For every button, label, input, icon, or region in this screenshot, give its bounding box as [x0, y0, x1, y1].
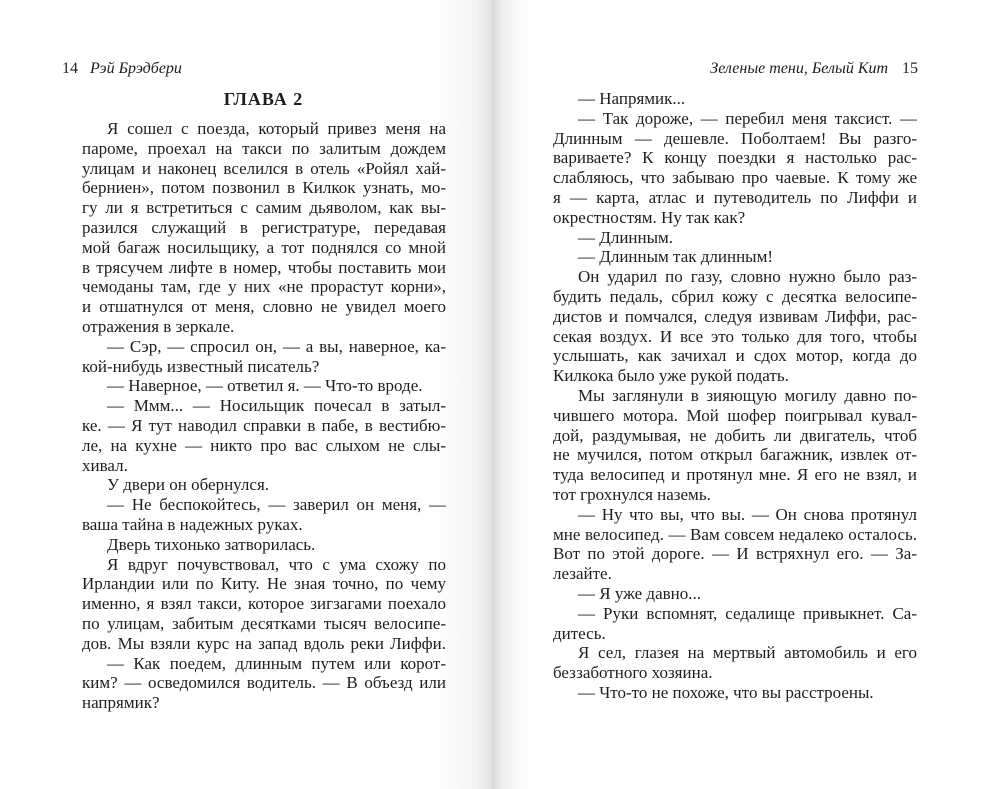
- text-line: Мы заглянули в зияющую могилу давно по-: [578, 385, 917, 405]
- text-line: улицам и наконец вселился в отель «Ройял хай-: [82, 158, 446, 178]
- text-line: Дверь тихонько затворилась.: [107, 534, 316, 554]
- text-line: Он ударил по газу, словно нужно было раз-: [578, 267, 917, 287]
- text-line: гу ли я встретиться с самим дьяволом, как вы-: [82, 198, 446, 218]
- chapter-title: ГЛАВА 2: [223, 89, 304, 109]
- text-line: ваша тайна в надежных руках.: [82, 514, 303, 534]
- text-line: берниен», потом позвонил в Килкок узнать, мо-: [82, 178, 446, 198]
- text-line: вариваете? К концу поездки я настолько рас-: [553, 148, 917, 168]
- text-line: будить педаль, сбрил кожу с десятка велосипе-: [553, 286, 917, 306]
- text-line: туда велосипед и протянул мне. Я его не взял, и: [553, 465, 917, 485]
- text-line: — Напрямик...: [578, 89, 686, 108]
- text-line: дитесь.: [553, 623, 606, 643]
- text-line: лезайте.: [553, 564, 612, 584]
- text-line: У двери он обернулся.: [107, 475, 270, 495]
- page-number: 15: [902, 60, 918, 77]
- text-line: я — карта, атлас и путеводитель по Лиффи и: [553, 187, 917, 207]
- text-line: — Ммм... — Носильщик почесал в затыл-: [107, 396, 446, 416]
- running-title: Рэй Брэдбери: [90, 60, 182, 77]
- text-line: мой багаж носильщику, а тот поднялся со мной: [82, 237, 446, 257]
- text-line: Вот по этой дороге. — И встряхнул его. — За-: [553, 544, 917, 564]
- page-number: 14: [62, 60, 78, 77]
- running-head-left: [62, 60, 182, 78]
- text-line: не мучился, потом открыл багажник, извлек от-: [553, 445, 917, 465]
- text-line: услышать, как зачихал и сдох мотор, когда до: [553, 346, 917, 366]
- text-line: Я сошел с поезда, который привез меня на: [107, 119, 446, 138]
- text-line: разился служащий в регистратуре, передавая: [82, 217, 446, 237]
- text-line: мне велосипед. — Вам совсем недалеко осталось.: [553, 524, 917, 544]
- running-head-right: [710, 60, 918, 78]
- text-line: — Что-то не похоже, что вы расстроены.: [578, 682, 874, 702]
- text-line: — Я уже давно...: [578, 583, 702, 603]
- text-line: — Руки вспомнят, седалище привыкнет. Са-: [578, 603, 917, 623]
- text-line: Я сел, глазея на мертвый автомобиль и его: [578, 643, 917, 663]
- text-line: Я вдруг почувствовал, что с ума схожу по: [107, 554, 446, 574]
- text-line: — Так дороже, — перебил меня таксист. —: [578, 108, 917, 128]
- text-line: дов. Мы взяли курс на запад вдоль реки Лиффи.: [82, 633, 446, 653]
- left-page: [0, 0, 492, 789]
- text-line: — Длинным.: [578, 227, 674, 247]
- text-line: дой, раздумывая, не добить ли двигатель, чтоб: [553, 425, 917, 445]
- text-line: в трясучем лифте в номер, чтобы поставить мои: [82, 257, 446, 277]
- text-line: тот грохнулся наземь.: [553, 484, 711, 504]
- text-line: ле, на кухне — никто про вас слыхом не слы-: [82, 435, 446, 455]
- text-line: — Длинным так длинным!: [578, 247, 774, 267]
- text-line: чемоданы там, где у них «не прорастут корни»,: [82, 277, 446, 297]
- text-line: окрестностям. Ну так как?: [553, 207, 746, 227]
- running-title: Зеленые тени, Белый Кит: [710, 60, 888, 77]
- text-line: — Наверное, — ответил я. — Что-то вроде.: [107, 376, 423, 396]
- text-line: Килкока было уже рукой подать.: [553, 366, 789, 386]
- text-line: именно, я взял такси, которое зигзагами поехало: [82, 594, 446, 614]
- text-line: хивал.: [82, 455, 128, 475]
- text-line: — Не беспокойтесь, — заверил он меня, —: [107, 495, 446, 515]
- text-line: по улицам, забитым десятками тысяч велосипе-: [82, 613, 446, 633]
- page-body-text: [82, 119, 446, 713]
- text-line: кой-нибудь известный писатель?: [82, 356, 320, 376]
- page-body-text: [553, 89, 917, 703]
- text-line: отражения в зеркале.: [82, 316, 235, 336]
- text-line: — Как поедем, длинным путем или корот-: [107, 653, 446, 673]
- text-line: пароме, проехал на такси по залитым дождем: [82, 138, 446, 158]
- text-line: — Ну что вы, что вы. — Он снова протянул: [578, 504, 917, 524]
- text-line: ке. — Я тут наводил справки в пабе, в вестибю-: [82, 415, 446, 435]
- text-line: и отшатнулся от меня, словно не увидел моего: [82, 297, 446, 317]
- text-line: чившего мотора. Мой шофер поигрывал кувал-: [553, 405, 917, 425]
- text-line: беззаботного хозяина.: [553, 663, 713, 683]
- text-line: дистов и помчался, следуя извивам Лиффи, рас-: [553, 306, 917, 326]
- text-line: Ирландии или по Киту. Не зная точно, по чему: [82, 574, 446, 594]
- text-line: напрямик?: [82, 693, 160, 713]
- text-line: слабляюсь, что забываю про чаевые. К тому же: [553, 168, 917, 188]
- right-page: [492, 0, 1000, 789]
- text-line: ким? — осведомился водитель. — В объезд или: [82, 673, 446, 693]
- text-line: секая воздух. И все это только для того, чтобы: [553, 326, 917, 346]
- text-line: Длинным — дешевле. Поболтаем! Вы разго-: [553, 128, 917, 148]
- text-line: — Сэр, — спросил он, — а вы, наверное, ка-: [107, 336, 446, 356]
